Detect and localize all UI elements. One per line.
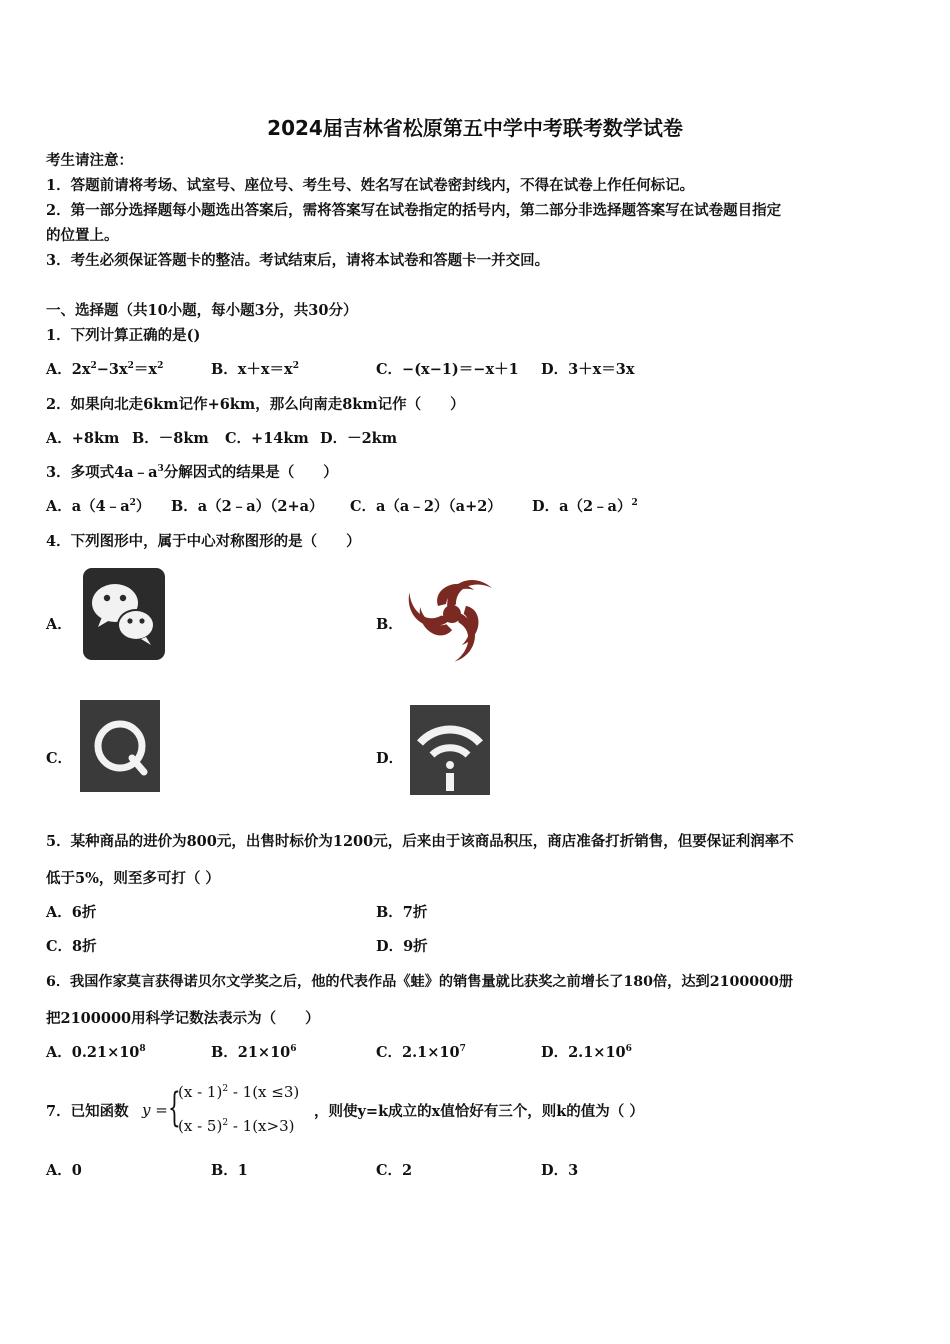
q6-option-b: B．$21\times 10^6$ — [211, 1044, 297, 1061]
question-5-stem-cont: 低于5%，则至多可打（ ） — [46, 870, 220, 887]
q5-option-d: D．9折 — [376, 938, 428, 955]
question-2-stem: 2．如果向北走6km记作+6km，那么向南走8km记作（ ） — [46, 396, 465, 413]
q7-option-a: A．0 — [46, 1162, 82, 1179]
q6-option-a: A．$0.21\times 10^8$ — [46, 1044, 146, 1061]
question-5-stem: 5．某种商品的进价为800元，出售时标价为1200元，后来由于该商品积压，商店准备打折销售，但要保证利润率不 — [46, 833, 794, 850]
piecewise-line-1: (x - 1)$^2$ - 1(x ≤3) — [178, 1083, 300, 1101]
q2-option-b: B．－8km — [132, 430, 209, 447]
question-1-stem: 1．下列计算正确的是() — [46, 327, 201, 344]
q3-option-d: D．a（2﹣a）$^2$ — [532, 498, 638, 515]
piecewise-line-2: (x - 5)$^2$ - 1(x>3) — [178, 1117, 295, 1135]
question-7-prefix: 7．已知函数 — [46, 1103, 129, 1120]
q-logo-icon — [78, 698, 170, 798]
q1-option-c: C．−(x−1)＝−x＋1 — [376, 361, 519, 378]
q6-option-c: C．$2.1\times 10^7$ — [376, 1044, 466, 1061]
notice-item: 的位置上。 — [46, 227, 119, 244]
q5-option-c: C．8折 — [46, 938, 97, 955]
section-heading: 一、选择题（共10小题，每小题3分，共30分） — [46, 302, 358, 319]
q3-option-b: B．a（2﹣a）（2+a） — [171, 498, 324, 515]
q3-option-c: C．a（a﹣2）（a+2） — [350, 498, 502, 515]
q6-option-d: D．$2.1\times 10^6$ — [541, 1044, 632, 1061]
notice-item: 1．答题前请将考场、试室号、座位号、考生号、姓名写在试卷密封线内，不得在试卷上作任何标记。 — [46, 177, 695, 194]
question-3-stem: 3．多项式$4a﹣a^3$分解因式的结果是（ ） — [46, 464, 338, 481]
q4-option-b-label: B． — [376, 616, 403, 633]
notice-heading: 考生请注意： — [46, 152, 133, 169]
phoenix-swirl-icon — [404, 566, 500, 662]
page-title: 2024届吉林省松原第五中学中考联考数学试卷 — [267, 116, 683, 140]
q2-option-c: C．+14km — [225, 430, 309, 447]
wifi-signal-icon — [408, 703, 494, 797]
q5-option-b: B．7折 — [376, 904, 428, 921]
q4-option-c-label: C． — [46, 750, 73, 767]
q2-option-a: A．+8km — [46, 430, 120, 447]
piecewise-brace: { — [168, 1085, 181, 1131]
q5-option-a: A．6折 — [46, 904, 97, 921]
question-7-suffix: ，则使y=k成立的x值恰好有三个，则k的值为（ ） — [314, 1103, 644, 1120]
q7-option-d: D．3 — [541, 1162, 579, 1179]
question-6-stem: 6．我国作家莫言获得诺贝尔文学奖之后，他的代表作品《蛙》的销售量就比获奖之前增长了180倍，达到2100000册 — [46, 974, 794, 990]
wechat-icon — [80, 565, 168, 663]
function-y-label: y = — [142, 1101, 168, 1119]
q2-option-d: D．－2km — [320, 430, 398, 447]
notice-item: 3．考生必须保证答题卡的整洁。考试结束后，请将本试卷和答题卡一并交回。 — [46, 252, 550, 269]
q7-option-b: B．1 — [211, 1162, 248, 1179]
q4-option-a-label: A． — [46, 616, 72, 633]
question-4-stem: 4．下列图形中，属于中心对称图形的是（ ） — [46, 533, 361, 550]
q1-option-b: B．$x+x=x^2$ — [211, 361, 299, 378]
q1-option-a: A．$2x^2-3x^2=x^2$ — [46, 361, 164, 378]
question-6-stem-cont: 把2100000用科学记数法表示为（ ） — [46, 1010, 320, 1027]
q1-option-d: D．3＋x＝3x — [541, 361, 635, 378]
q3-option-a: A．$a(4﹣a^2)$ — [46, 498, 151, 515]
notice-item: 2．第一部分选择题每小题选出答案后，需将答案写在试卷指定的括号内，第二部分非选择题答案写在试卷题目指定 — [46, 202, 782, 219]
q4-option-d-label: D． — [376, 750, 404, 767]
q7-option-c: C．2 — [376, 1162, 413, 1179]
